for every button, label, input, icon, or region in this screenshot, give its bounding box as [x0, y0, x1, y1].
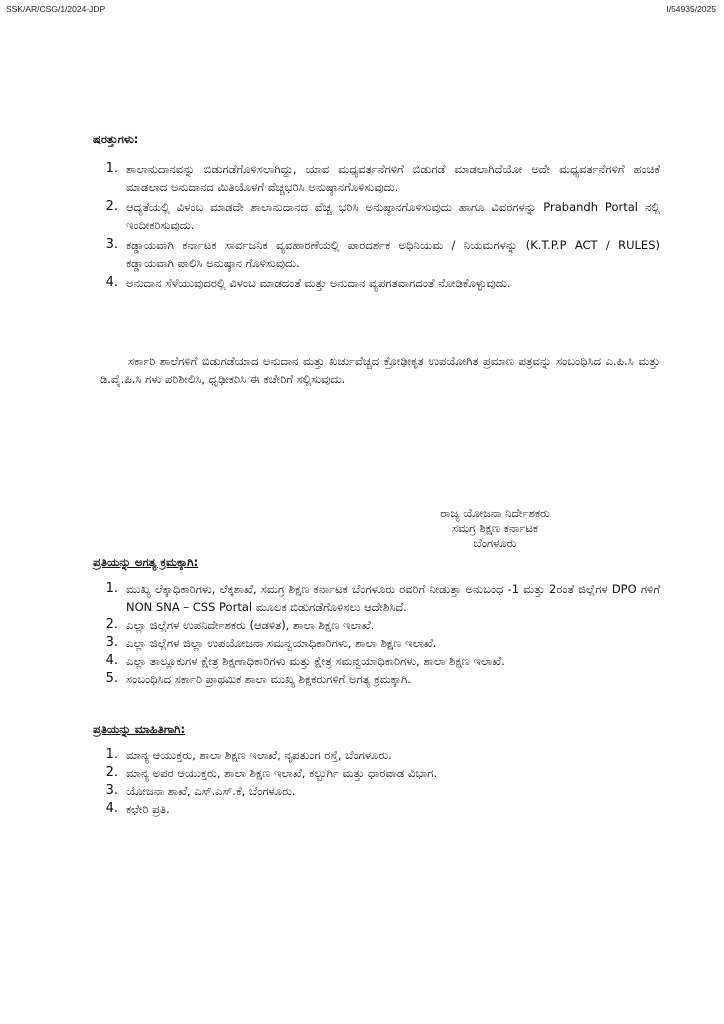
list-item-text: ಶಾಲಾನುದಾನವನ್ನು ಬಿಡುಗಡೆಗೊಳಿಸಲಾಗಿದ್ದು, ಯಾವ ಮಧ್ಯವರ್ತನೆಗಳಿಗೆ ಬಿಡುಗಡೆ ಮಾಡಲಾಗಿದೆಯೋ ಅದೇ ಮಧ್ಯವರ್ತನೆಗಳಿಗೆ ಹಂಚಿಕೆ ಮಾಡಲಾದ ಅನುದಾನದ ಮಿತಿಯೊಳಗೆ ವೆಚ್ಚಭರಿಸಿ ಅನುಷ್ಠಾನಗೊಳಿಸುವುದು. — [126, 162, 660, 194]
list-item-text: ಅನುದಾನ ಸೆಳೆಯುವುದರಲ್ಲಿ ವಿಳಂಬ ಮಾಡದಂತೆ ಮತ್ತು ಅನುದಾನ ವ್ಯಪಗತವಾಗದಂತೆ ನೋಡಿಕೊಳ್ಳುವುದು. — [126, 276, 511, 290]
list-item-text: ಎಲ್ಲಾ ಜಿಲ್ಲೆಗಳ ಉಪನಿರ್ದೇಶಕರು (ಆಡಳಿತ), ಶಾಲಾ ಶಿಕ್ಷಣ ಇಲಾಖೆ. — [126, 618, 375, 632]
list-item — [100, 782, 660, 800]
signature-block — [395, 506, 595, 551]
list-item — [100, 198, 660, 234]
list-item — [100, 274, 660, 292]
conditions-list — [100, 160, 660, 292]
list-item-text: ಕಛೇರಿ ಪ್ರತಿ. — [126, 802, 170, 816]
list-item — [100, 616, 660, 634]
copy-info-heading: ಪ್ರತಿಯನ್ನು ಮಾಹಿತಿಗಾಗಿ: — [93, 722, 186, 736]
signatory-organization: ಸಮಗ್ರ ಶಿಕ್ಷಣ ಕರ್ನಾಟಕ — [451, 521, 539, 535]
list-number: 4. — [105, 801, 118, 816]
signatory-location: ಬೆಂಗಳೂರು — [473, 536, 517, 550]
list-item — [100, 746, 660, 764]
list-item — [100, 800, 660, 818]
conditions-heading: ಷರತ್ತುಗಳು: — [93, 132, 139, 146]
reference-number-right: I/54935/2025 — [666, 4, 716, 14]
list-number: 4. — [105, 653, 118, 668]
copy-info-list — [100, 746, 660, 818]
list-item-text: ಎಲ್ಲಾ ಜಿಲ್ಲೆಗಳ ಜಿಲ್ಲಾ ಉಪಯೋಜನಾ ಸಮನ್ವಯಾಧಿಕಾರಿಗಳು, ಶಾಲಾ ಶಿಕ್ಷಣ ಇಲಾಖೆ. — [126, 636, 437, 650]
list-item-text: ಆದ್ಯತೆಯಲ್ಲಿ ವಿಳಂಬ ಮಾಡದೇ ಶಾಲಾನುದಾನದ ವೆಚ್ಚ ಭರಿಸಿ ಅನುಷ್ಠಾನಗೊಳಿಸುವುದು ಹಾಗೂ ವಿವರಗಳನ್ನು Prabandh Portal ನಲ್ಲಿ ಇಂದೀಕರಿಸುವುದು. — [126, 200, 660, 232]
conditions-paragraph: ಸರ್ಕಾರಿ ಶಾಲೆಗಳಿಗೆ ಬಿಡುಗಡೆಯಾದ ಅನುದಾನ ಮತ್ತು ಖರ್ಚುವೆಚ್ಚದ ಕ್ರೋಢೀಕೃತ ಉಪಯೋಗಿತ ಪ್ರಮಾಣ ಪತ್ರವನ್ನು ಸಂಬಂಧಿಸಿದ ಎ.ಪಿ.ಸಿ ಮತ್ತು ಡಿ.ವೈ.ಪಿ.ಸಿ ಗಳು ಪರಿಶೀಲಿಸಿ, ಧೃಢೀಕರಿಸಿ ಈ ಕಚೇರಿಗೆ ಸಲ್ಲಿಸುವುದು. — [100, 354, 660, 386]
reference-number-left: SSK/AR/CSG/1/2024-JDP — [6, 4, 106, 14]
list-number: 2. — [105, 765, 118, 780]
list-item — [100, 652, 660, 670]
list-item — [100, 764, 660, 782]
list-number: 3. — [105, 783, 118, 798]
list-number: 1. — [105, 581, 118, 596]
list-item — [100, 160, 660, 196]
list-number: 1. — [105, 161, 118, 176]
list-number: 3. — [105, 635, 118, 650]
list-item-text: ಕಡ್ಡಾಯವಾಗಿ ಕರ್ನಾಟಕ ಸಾರ್ವಜನಿಕ ವ್ಯವಹಾರಣೆಯಲ್ಲಿ ಪಾರದರ್ಶಕ ಅಧಿನಿಯಮ / ನಿಯಮಗಳನ್ನು (K.T.P.P ACT / RULES) ಕಡ್ಡಾಯವಾಗಿ ಪಾಲಿಸಿ ಅನುಷ್ಠಾನ ಗೊಳಿಸುವುದು. — [126, 238, 660, 270]
list-number: 3. — [105, 237, 118, 252]
list-number: 2. — [105, 617, 118, 632]
list-item-text: ಎಲ್ಲಾ ತಾಲ್ಲೂಕುಗಳ ಕ್ಷೇತ್ರ ಶಿಕ್ಷಣಾಧಿಕಾರಿಗಳು ಮತ್ತು ಕ್ಷೇತ್ರ ಸಮನ್ವಯಾಧಿಕಾರಿಗಳು, ಶಾಲಾ ಶಿಕ್ಷಣ ಇಲಾಖೆ. — [126, 654, 505, 668]
list-item — [100, 670, 660, 688]
list-item-text: ಮಾನ್ಯ ಆಯುಕ್ತರು, ಶಾಲಾ ಶಿಕ್ಷಣ ಇಲಾಖೆ, ನೃಪತುಂಗ ರಸ್ತೆ, ಬೆಂಗಳೂರು. — [126, 748, 392, 762]
copy-action-list — [100, 580, 660, 688]
signatory-designation: ರಾಜ್ಯ ಯೋಜನಾ ನಿರ್ದೇಶಕರು — [440, 506, 550, 520]
list-item-text: ಮುಖ್ಯ ಲೆಕ್ಕಾಧಿಕಾರಿಗಳು, ಲೆಕ್ಕಶಾಖೆ, ಸಮಗ್ರ ಶಿಕ್ಷಣ ಕರ್ನಾಟಕ ಬೆಂಗಳೂರು ರವರಿಗೆ ನೀಡುತ್ತಾ ಅನುಬಂಧ -1 ಮತ್ತು 2ರಂತೆ ಜಿಲ್ಲೆಗಳ DPO ಗಳಿಗೆ NON SNA – CSS Portal ಮೂಲಕ ಬಿಡುಗಡೆಗೊಳಿಸಲು ಆದೇಶಿಸಿದೆ. — [126, 582, 660, 614]
list-number: 4. — [105, 275, 118, 290]
list-item — [100, 580, 660, 616]
list-item-text: ಯೋಜನಾ ಶಾಖೆ, ಎಸ್.ಎಸ್.ಕೆ, ಬೆಂಗಳೂರು. — [126, 784, 296, 798]
list-number: 1. — [105, 747, 118, 762]
list-number: 5. — [105, 671, 118, 686]
list-number: 2. — [105, 199, 118, 214]
list-item-text: ಮಾನ್ಯ ಅಪರ ಆಯುಕ್ತರು, ಶಾಲಾ ಶಿಕ್ಷಣ ಇಲಾಖೆ, ಕಲ್ಬುರ್ಗಿ ಮತ್ತು ಧಾರವಾಡ ವಿಭಾಗ. — [126, 766, 438, 780]
list-item — [100, 236, 660, 272]
list-item — [100, 634, 660, 652]
list-item-text: ಸಂಬಂಧಿಸಿದ ಸರ್ಕಾರಿ ಪ್ರಾಥಮಿಕ ಶಾಲಾ ಮುಖ್ಯ ಶಿಕ್ಷಕರುಗಳಿಗೆ ಅಗತ್ಯ ಕ್ರಮಕ್ಕಾಗಿ. — [126, 672, 411, 686]
copy-action-heading: ಪ್ರತಿಯನ್ನು ಅಗತ್ಯ ಕ್ರಮಕ್ಕಾಗಿ: — [93, 555, 199, 569]
